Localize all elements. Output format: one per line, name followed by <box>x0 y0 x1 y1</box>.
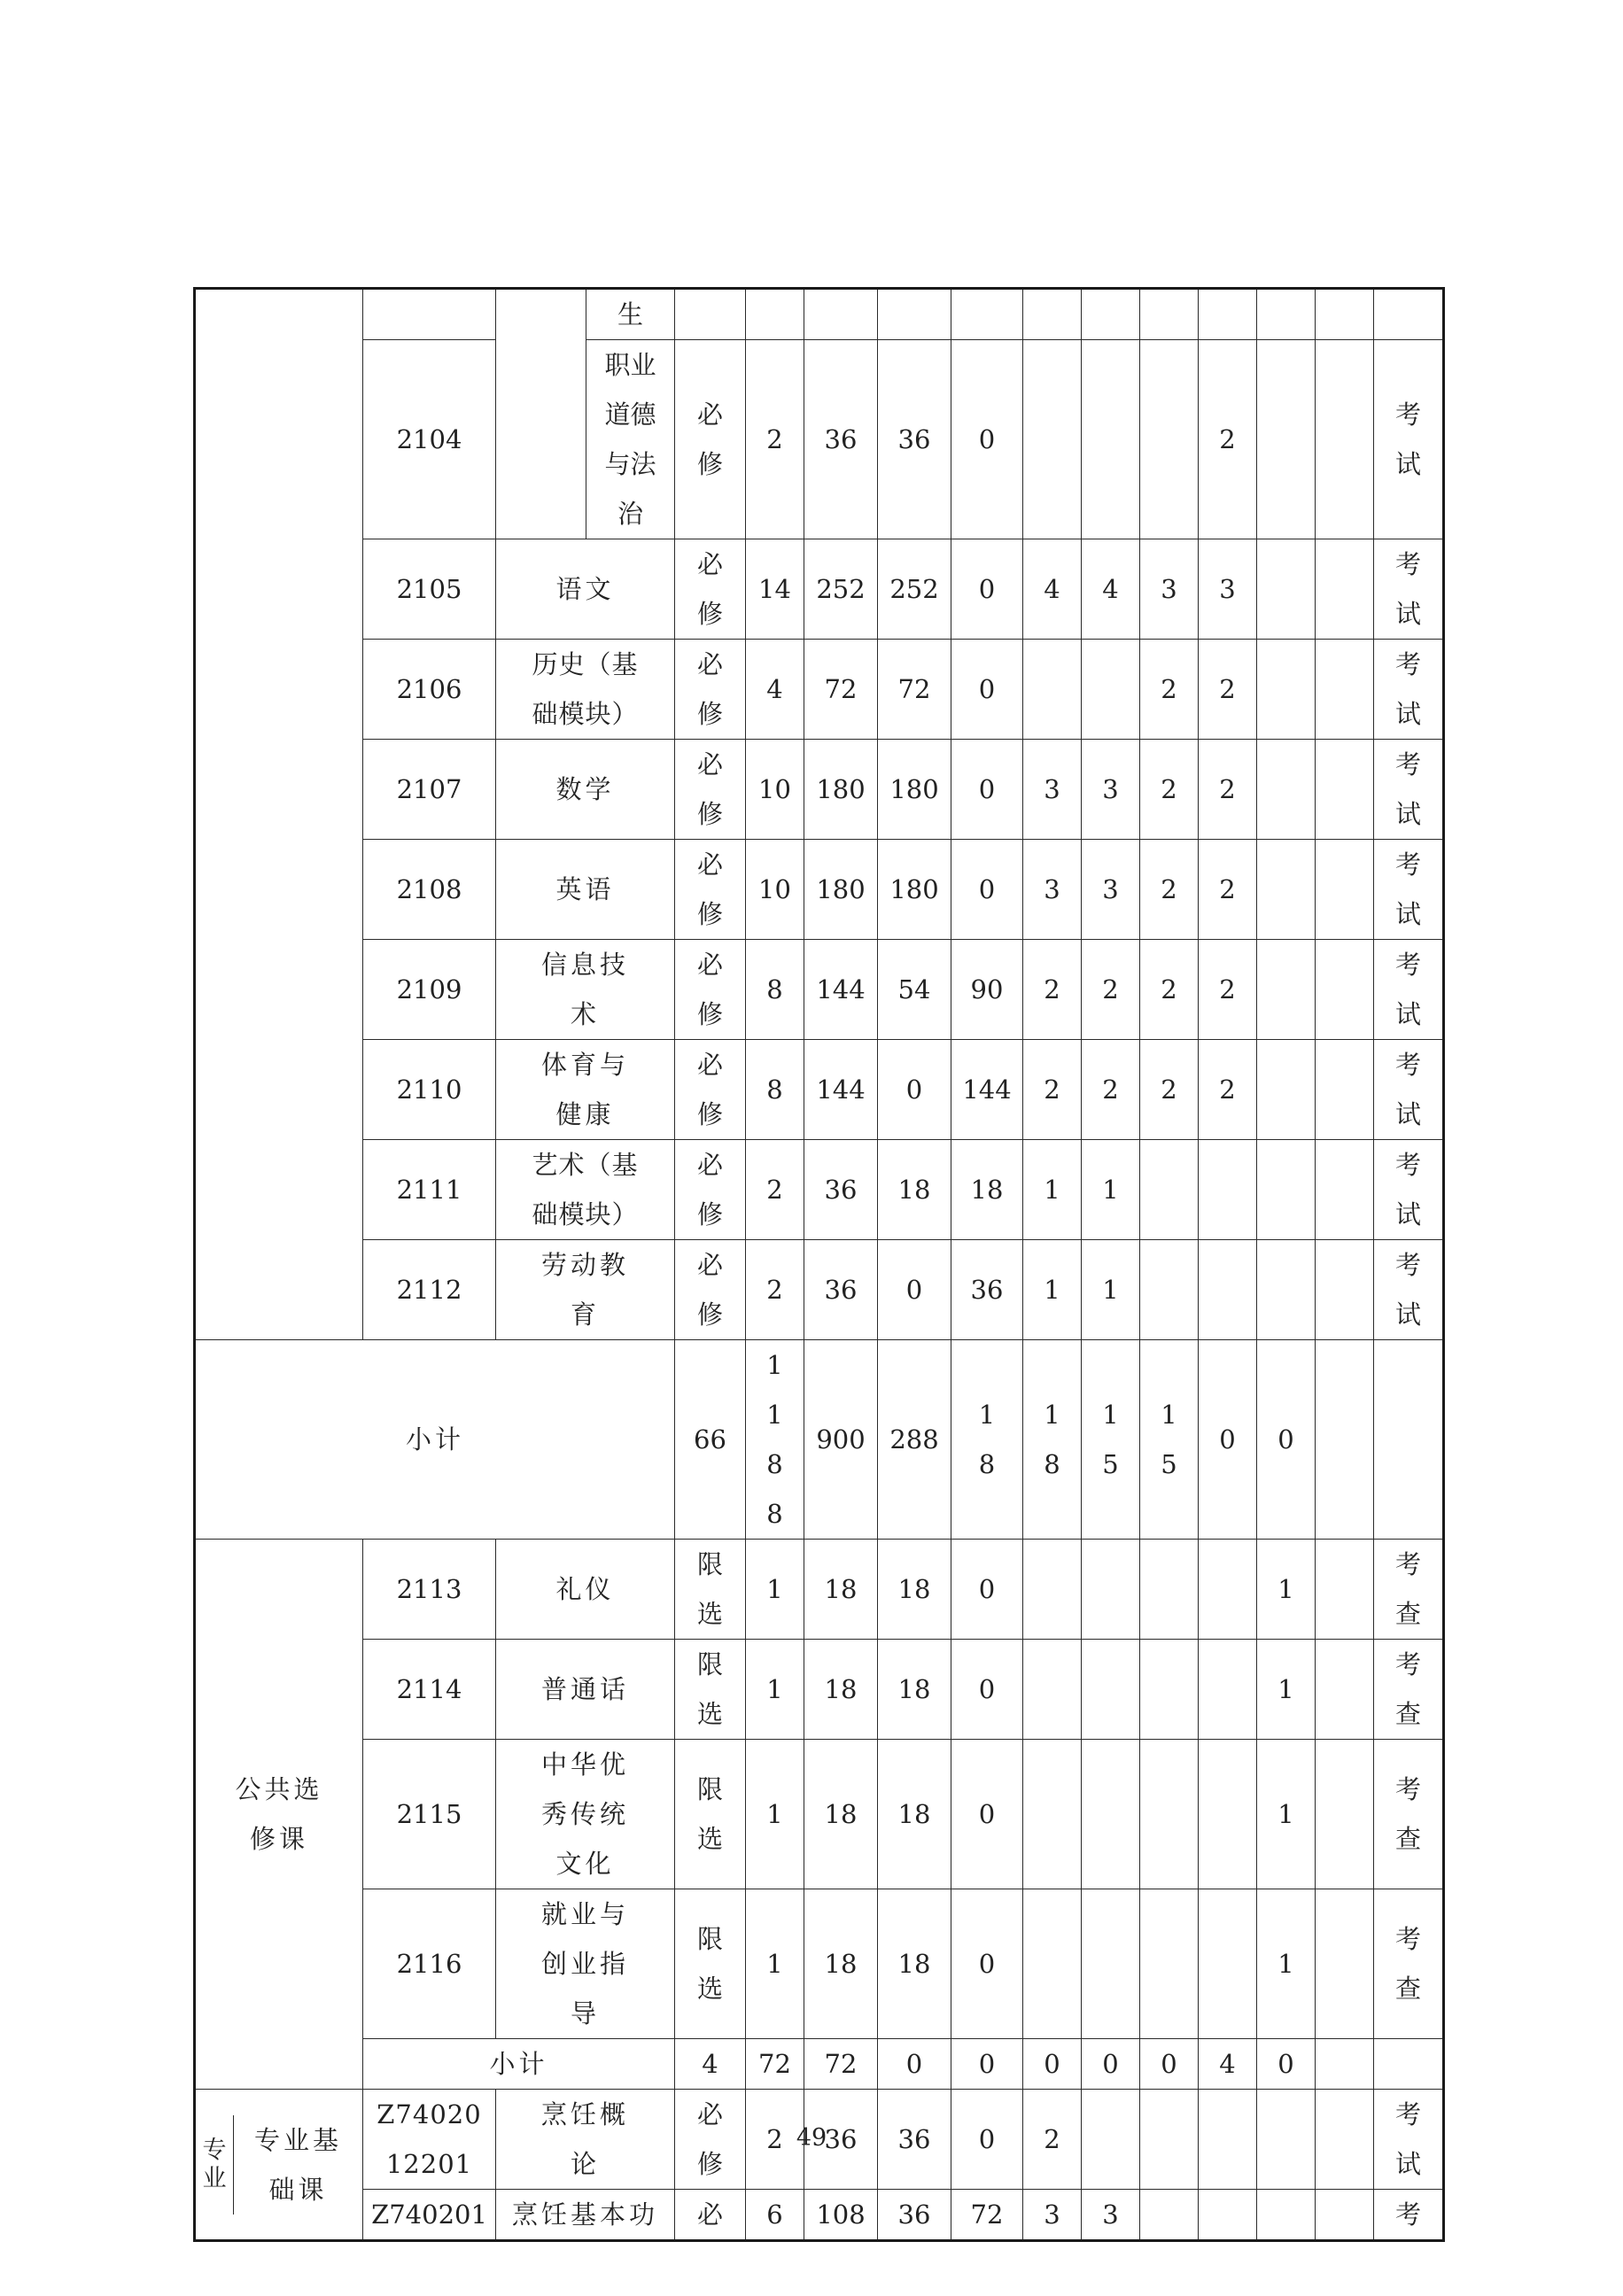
credits: 1 <box>746 1740 804 1889</box>
credits: 6 <box>746 2190 804 2241</box>
course-type: 必修 <box>696 649 723 729</box>
practice-hours: 0 <box>951 340 1023 539</box>
assessment: 考查 <box>1394 1774 1421 1854</box>
course-name: 中华优秀传统文化 <box>540 1749 629 1879</box>
sem4: 2 <box>1199 940 1257 1040</box>
sem3: 2 <box>1140 640 1199 740</box>
table-row <box>195 1540 1444 1640</box>
practice-hours: 0 <box>951 1740 1023 1889</box>
theory-hours: 0 <box>878 1240 951 1340</box>
sem4: 3 <box>1199 539 1257 640</box>
credits: 4 <box>675 2039 746 2090</box>
course-type: 必修 <box>696 749 723 829</box>
sem4: 15 <box>1161 1400 1177 1479</box>
theory-hours: 18 <box>878 1889 951 2039</box>
subtotal-label: 小计 <box>405 1424 464 1454</box>
theory-hours: 252 <box>878 539 951 640</box>
table-row <box>195 539 1444 640</box>
sem4: 2 <box>1199 1040 1257 1140</box>
table-row <box>195 1640 1444 1740</box>
sem2: 3 <box>1082 740 1140 840</box>
total-hours: 18 <box>804 1640 878 1740</box>
sem1: 3 <box>1023 2190 1082 2241</box>
sem1 <box>1023 340 1082 539</box>
total-hours: 72 <box>804 640 878 740</box>
category-cell-public-basic <box>195 289 363 1340</box>
sem4 <box>1199 1240 1257 1340</box>
practice-hours: 72 <box>951 2190 1023 2241</box>
sem5: 1 <box>1257 1540 1316 1640</box>
table-row <box>195 640 1444 740</box>
practice-hours: 0 <box>951 840 1023 940</box>
sem6: 0 <box>1257 2039 1316 2090</box>
sem4 <box>1199 1140 1257 1240</box>
course-code: 2114 <box>363 1640 496 1740</box>
assessment: 考查 <box>1394 1649 1421 1729</box>
course-code: 2116 <box>363 1889 496 2039</box>
sem3 <box>1140 1140 1199 1240</box>
theory-hours: 18 <box>878 1540 951 1640</box>
credits: 8 <box>746 940 804 1040</box>
assessment: 考试 <box>1394 1150 1421 1229</box>
sem1: 1 <box>1023 1240 1082 1340</box>
theory-hours: 18 <box>878 1640 951 1740</box>
assessment: 考试 <box>1394 950 1421 1029</box>
sem4: 0 <box>1140 2039 1199 2090</box>
practice-hours: 0 <box>951 640 1023 740</box>
assessment: 考试 <box>1394 549 1421 629</box>
course-name: 烹饪基本功 <box>511 2199 658 2230</box>
course-type: 必修 <box>696 1250 723 1330</box>
total-hours: 36 <box>804 2090 878 2190</box>
total-hours: 180 <box>804 740 878 840</box>
major-group-label: 专业 <box>202 2136 227 2192</box>
credits: 2 <box>746 340 804 539</box>
credits: 4 <box>746 640 804 740</box>
credits: 14 <box>746 539 804 640</box>
practice-hours: 0 <box>951 740 1023 840</box>
sem5: 1 <box>1257 1889 1316 2039</box>
course-code: 2111 <box>363 1140 496 1240</box>
course-name: 历史（基础模块） <box>532 649 639 729</box>
sem1: 3 <box>1023 840 1082 940</box>
practice-hours: 36 <box>951 1240 1023 1340</box>
credits: 2 <box>746 2090 804 2190</box>
course-code: 2110 <box>363 1040 496 1140</box>
course-code: Z7402012201 <box>377 2099 482 2179</box>
total-hours: 36 <box>804 1140 878 1240</box>
sem6 <box>1316 640 1374 740</box>
theory-hours: 54 <box>878 940 951 1040</box>
sem6 <box>1316 740 1374 840</box>
table-row <box>195 840 1444 940</box>
sem1: 18 <box>978 1400 996 1479</box>
table-row <box>195 1240 1444 1340</box>
sem5 <box>1257 740 1316 840</box>
sem1 <box>1023 640 1082 740</box>
total-hours: 144 <box>804 1040 878 1140</box>
sem6: 0 <box>1257 1340 1316 1540</box>
sem3: 3 <box>1140 539 1199 640</box>
sem2: 0 <box>1023 2039 1082 2090</box>
course-type: 限选 <box>696 1924 723 2004</box>
sem5: 0 <box>1199 1340 1257 1540</box>
theory-hours: 36 <box>878 2090 951 2190</box>
theory-hours: 180 <box>878 840 951 940</box>
sem6 <box>1316 539 1374 640</box>
sem3: 2 <box>1140 940 1199 1040</box>
credits: 2 <box>746 1140 804 1240</box>
assessment: 考试 <box>1394 2099 1421 2179</box>
total-hours: 36 <box>804 340 878 539</box>
total-hours: 108 <box>804 2190 878 2241</box>
sem4: 2 <box>1199 740 1257 840</box>
credits: 1 <box>746 1540 804 1640</box>
assessment: 考试 <box>1394 399 1421 479</box>
theory-hours: 18 <box>878 1140 951 1240</box>
course-type: 必修 <box>696 1150 723 1229</box>
sem2: 18 <box>1044 1400 1060 1479</box>
sem5 <box>1257 539 1316 640</box>
sem1: 2 <box>1023 2090 1082 2190</box>
table-row <box>195 740 1444 840</box>
course-type: 必修 <box>696 399 723 479</box>
sem3: 15 <box>1102 1400 1119 1479</box>
course-name: 数学 <box>555 774 615 804</box>
assessment: 考试 <box>1394 849 1421 929</box>
course-type: 限选 <box>696 1774 723 1854</box>
course-type: 限选 <box>696 1549 723 1629</box>
sem5 <box>1257 1240 1316 1340</box>
credits: 66 <box>675 1340 746 1540</box>
course-name: 普通话 <box>540 1674 629 1704</box>
sem6 <box>1316 840 1374 940</box>
sem6 <box>1316 1040 1374 1140</box>
table-row <box>195 289 1444 340</box>
credits: 2 <box>746 1240 804 1340</box>
practice-hours: 18 <box>951 1140 1023 1240</box>
theory-hours: 180 <box>878 740 951 840</box>
course-type: 必修 <box>696 549 723 629</box>
sem5 <box>1257 1040 1316 1140</box>
sem1: 0 <box>951 2039 1023 2090</box>
total-hours: 18 <box>804 1740 878 1889</box>
total-hours: 18 <box>804 1889 878 2039</box>
sem2 <box>1082 640 1140 740</box>
assessment: 考查 <box>1394 1549 1421 1629</box>
assessment: 考试 <box>1394 1250 1421 1330</box>
practice-hours: 90 <box>951 940 1023 1040</box>
course-name: 艺术（基础模块） <box>532 1150 639 1229</box>
course-name: 就业与创业指导 <box>540 1899 629 2028</box>
theory-hours: 72 <box>878 640 951 740</box>
sem3 <box>1140 1240 1199 1340</box>
course-name: 生 <box>617 299 643 330</box>
course-type: 限选 <box>696 1649 723 1729</box>
course-code: Z740201 <box>363 2190 496 2241</box>
course-name: 信息技术 <box>540 950 629 1029</box>
subtotal-row <box>195 1340 1444 1540</box>
sem3 <box>1140 340 1199 539</box>
practice-hours: 0 <box>951 2090 1023 2190</box>
sem6 <box>1316 940 1374 1040</box>
course-type: 必修 <box>696 1050 723 1129</box>
course-code: 2112 <box>363 1240 496 1340</box>
sem6 <box>1316 1140 1374 1240</box>
total-hours: 1188 <box>766 1350 783 1529</box>
sem3: 2 <box>1140 740 1199 840</box>
practice-hours: 0 <box>951 1640 1023 1740</box>
theory-hours: 900 <box>804 1340 878 1540</box>
total-hours: 36 <box>804 1240 878 1340</box>
sub-group-label: 专业基础课 <box>253 2124 342 2205</box>
theory-hours: 36 <box>878 2190 951 2241</box>
sem5: 1 <box>1257 1640 1316 1740</box>
course-name: 劳动教育 <box>540 1250 629 1330</box>
sem1: 1 <box>1023 1140 1082 1240</box>
course-type: 必修 <box>696 849 723 929</box>
sem5 <box>1257 640 1316 740</box>
course-code: 2108 <box>363 840 496 940</box>
sem5 <box>1257 940 1316 1040</box>
sem1: 2 <box>1023 1040 1082 1140</box>
sem5 <box>1257 1140 1316 1240</box>
credits: 10 <box>746 740 804 840</box>
sem5: 1 <box>1257 1740 1316 1889</box>
assessment: 考试 <box>1394 1050 1421 1129</box>
table-row <box>195 1889 1444 2039</box>
theory-hours: 18 <box>878 1740 951 1889</box>
sem2: 2 <box>1082 1040 1140 1140</box>
sem4: 2 <box>1199 640 1257 740</box>
sem4: 2 <box>1199 340 1257 539</box>
sem6 <box>1316 340 1374 539</box>
practice-hours: 144 <box>951 1040 1023 1140</box>
assessment: 考试 <box>1394 649 1421 729</box>
course-code: 2105 <box>363 539 496 640</box>
subtotal-label: 小计 <box>489 2049 548 2079</box>
course-code: 2113 <box>363 1540 496 1640</box>
credits: 10 <box>746 840 804 940</box>
course-code: 2115 <box>363 1740 496 1889</box>
sem1: 3 <box>1023 740 1082 840</box>
sem2: 1 <box>1082 1240 1140 1340</box>
sem3: 0 <box>1082 2039 1140 2090</box>
sem2 <box>1082 340 1140 539</box>
sem1: 2 <box>1023 940 1082 1040</box>
table-row <box>195 940 1444 1040</box>
practice-hours: 0 <box>951 539 1023 640</box>
credits: 8 <box>746 1040 804 1140</box>
practice-hours: 288 <box>878 1340 951 1540</box>
assessment: 考 <box>1374 2190 1444 2241</box>
sem2: 1 <box>1082 1140 1140 1240</box>
sem5 <box>1257 340 1316 539</box>
course-name: 礼仪 <box>555 1574 615 1604</box>
course-plan-table <box>193 287 1445 2242</box>
sem5 <box>1257 840 1316 940</box>
sem5: 4 <box>1199 2039 1257 2090</box>
subtotal-row <box>195 2039 1444 2090</box>
course-code: 2106 <box>363 640 496 740</box>
course-name: 职业道德与法治 <box>604 350 656 529</box>
assessment: 考试 <box>1394 749 1421 829</box>
sem4: 2 <box>1199 840 1257 940</box>
table-row <box>195 1740 1444 1889</box>
course-type: 必修 <box>696 2099 723 2179</box>
sem3: 2 <box>1140 1040 1199 1140</box>
total-hours: 252 <box>804 539 878 640</box>
course-type: 必 <box>675 2190 746 2241</box>
practice-hours: 0 <box>951 1540 1023 1640</box>
total-hours: 72 <box>746 2039 804 2090</box>
theory-hours: 72 <box>804 2039 878 2090</box>
elective-group-label: 公共选修课 <box>235 1774 323 1854</box>
course-type: 必修 <box>696 950 723 1029</box>
practice-hours: 0 <box>878 2039 951 2090</box>
table-row <box>195 1140 1444 1240</box>
sem2: 2 <box>1082 940 1140 1040</box>
course-code: 2104 <box>363 340 496 539</box>
page-number: 49 <box>796 2124 827 2152</box>
credits: 1 <box>746 1640 804 1740</box>
sem2: 4 <box>1082 539 1140 640</box>
table-row <box>195 1040 1444 1140</box>
total-hours: 18 <box>804 1540 878 1640</box>
credits: 1 <box>746 1889 804 2039</box>
course-name: 英语 <box>555 874 615 904</box>
theory-hours: 0 <box>878 1040 951 1140</box>
course-code: 2109 <box>363 940 496 1040</box>
course-code: 2107 <box>363 740 496 840</box>
table-row <box>195 340 1444 539</box>
course-name: 语文 <box>555 574 615 604</box>
theory-hours: 36 <box>878 340 951 539</box>
practice-hours: 0 <box>951 1889 1023 2039</box>
table-row <box>195 2190 1444 2241</box>
sem2: 3 <box>1082 840 1140 940</box>
course-name: 体育与健康 <box>540 1050 629 1129</box>
sem6 <box>1316 1240 1374 1340</box>
course-name: 烹饪概论 <box>540 2099 629 2179</box>
total-hours: 180 <box>804 840 878 940</box>
total-hours: 144 <box>804 940 878 1040</box>
sem3: 2 <box>1140 840 1199 940</box>
sem1: 4 <box>1023 539 1082 640</box>
assessment: 考查 <box>1394 1924 1421 2004</box>
sem2: 3 <box>1082 2190 1140 2241</box>
